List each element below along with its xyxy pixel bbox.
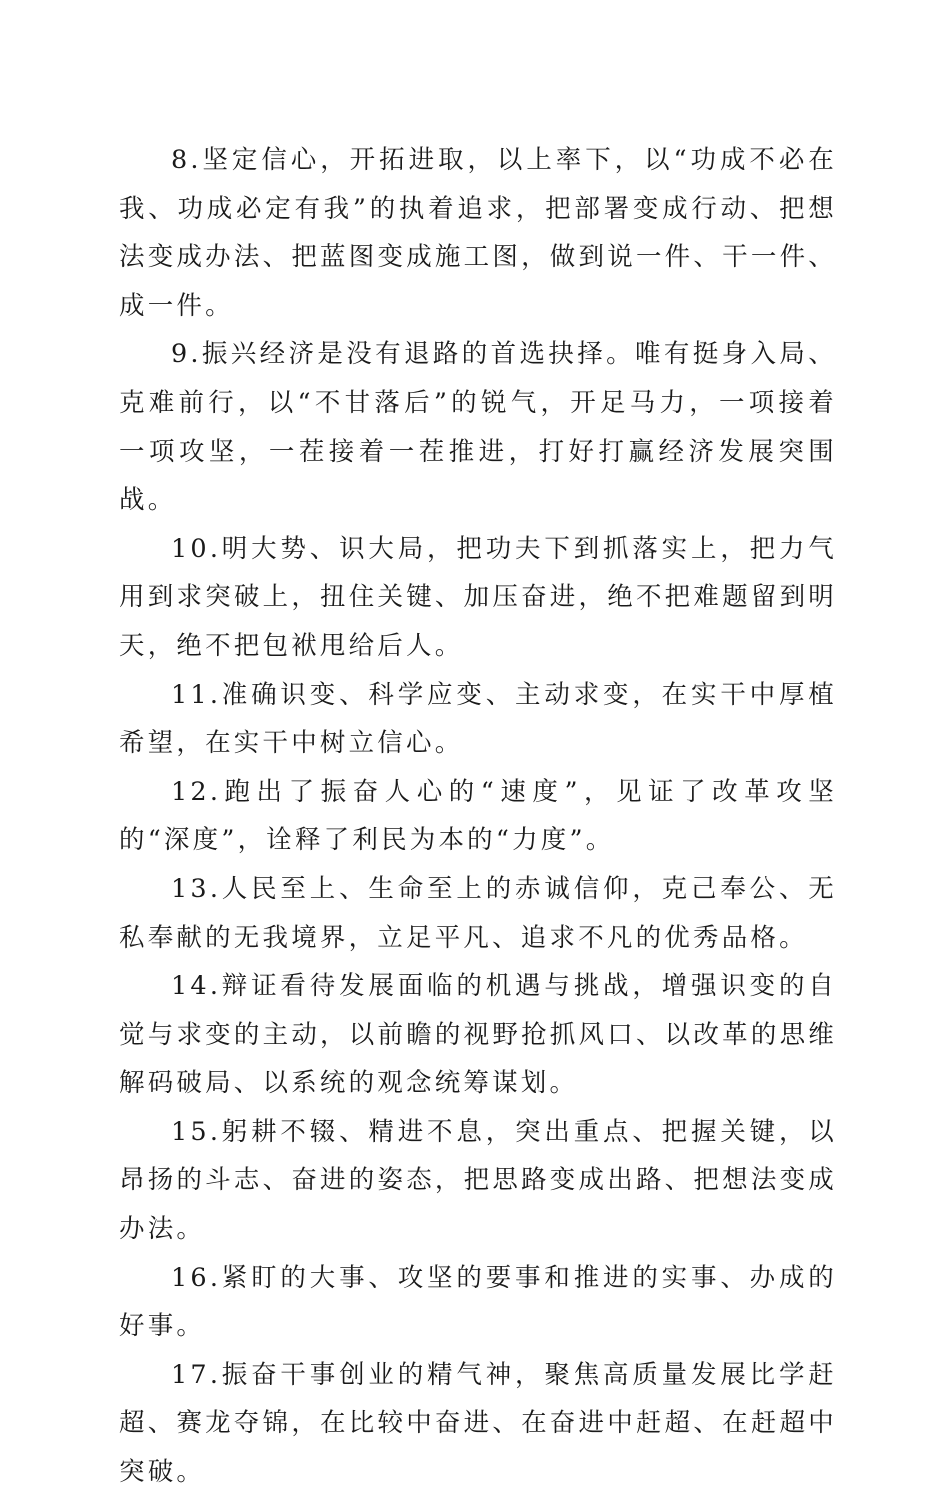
paragraph-13: 13.人民至上、生命至上的赤诚信仰，克己奉公、无私奉献的无我境界，立足平凡、追求不凡的优秀品格。 bbox=[119, 873, 837, 953]
paragraph-10: 10.明大势、识大局，把功夫下到抓落实上，把力气用到求突破上，扭住关键、加压奋进，绝不把难题留到明天，绝不把包袱甩给后人。 bbox=[119, 533, 837, 661]
paragraph-15: 15.躬耕不辍、精进不息，突出重点、把握关键，以昂扬的斗志、奋进的姿态，把思路变成出路、把想法变成办法。 bbox=[119, 1116, 837, 1245]
paragraph-12: 12.跑出了振奋人心的“速度”，见证了改革攻坚的“深度”，诠释了利民为本的“力度”。 bbox=[119, 776, 837, 856]
paragraph-11: 11.准确识变、科学应变、主动求变，在实干中厚植希望，在实干中树立信心。 bbox=[119, 679, 837, 759]
paragraph-8: 8.坚定信心，开拓进取，以上率下，以“功成不必在我、功成必定有我”的执着追求，把部署变成行动、把想法变成办法、把蓝图变成施工图，做到说一件、干一件、成一件。 bbox=[119, 145, 837, 321]
paragraph-14: 14.辩证看待发展面临的机遇与挑战，增强识变的自觉与求变的主动，以前瞻的视野抢抓风口、以改革的思维解码破局、以系统的观念统筹谋划。 bbox=[119, 971, 837, 1099]
paragraph-9: 9.振兴经济是没有退路的首选抉择。唯有挺身入局、克难前行，以“不甘落后”的锐气，开足马力，一项接着一项攻坚，一茬接着一茬推进，打好打赢经济发展突围战。 bbox=[119, 339, 837, 516]
document-body bbox=[119, 136, 837, 1497]
paragraph-16: 16.紧盯的大事、攻坚的要事和推进的实事、办成的好事。 bbox=[119, 1262, 837, 1342]
paragraph-17: 17.振奋干事创业的精气神，聚焦高质量发展比学赶超、赛龙夺锦，在比较中奋进、在奋进中赶超、在赶超中突破。 bbox=[119, 1359, 837, 1488]
